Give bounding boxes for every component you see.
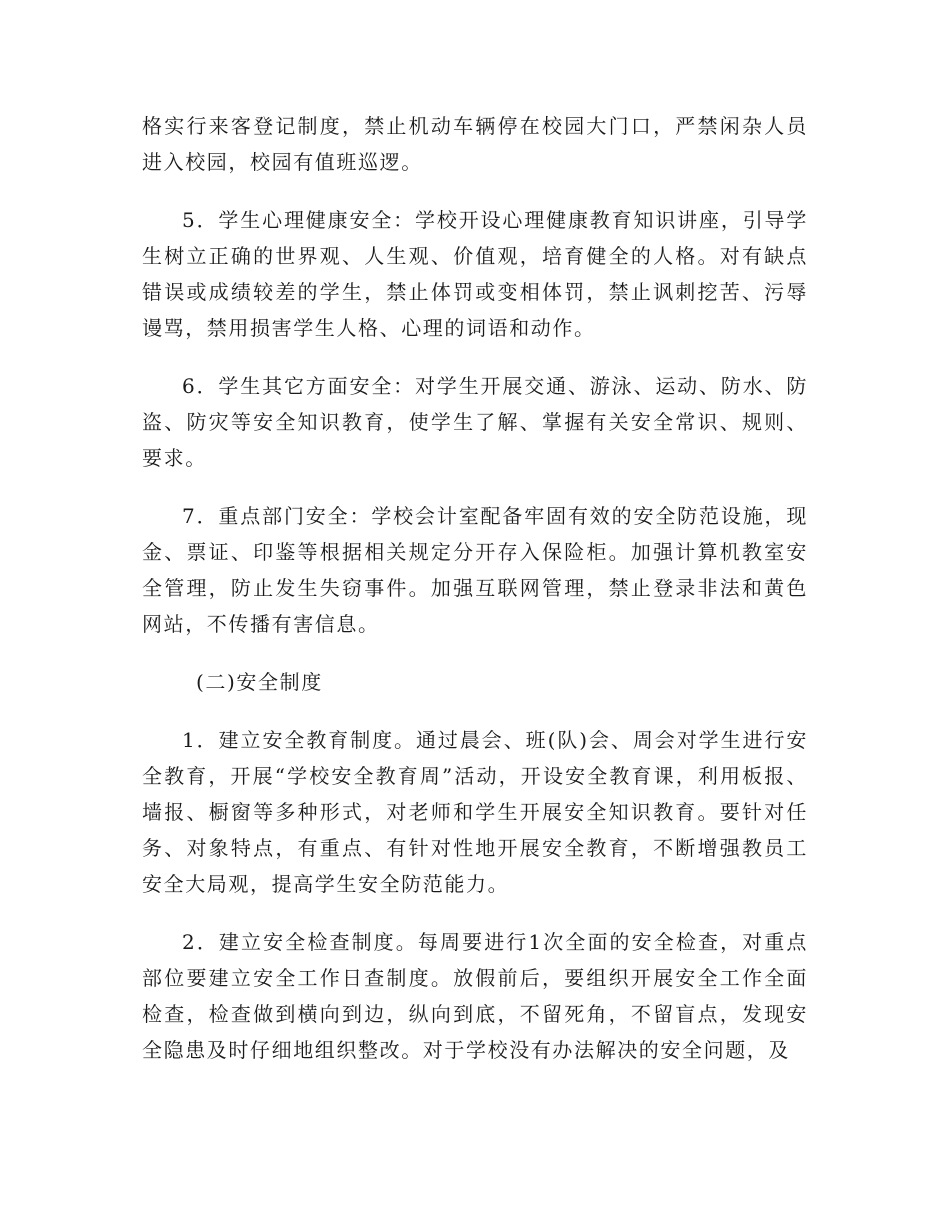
paragraph-item-5: 5．学生心理健康安全：学校开设心理健康教育知识讲座，引导学生树立正确的世界观、人生观、价值观，培育健全的人格。对有缺点错误或成绩较差的学生，禁止体罚或变相体罚，禁止讽刺挖苦、污辱谩骂，禁用损害学生人格、心理的词语和动作。 — [142, 208, 808, 340]
paragraph-item-7: 7．重点部门安全：学校会计室配备牢固有效的安全防范设施，现金、票证、印鉴等根据相关规定分开存入保险柜。加强计算机教室安全管理，防止发生失窃事件。加强互联网管理，禁止登录非法和黄色网站，不传播有害信息。 — [142, 504, 808, 636]
paragraph-continuation: 格实行来客登记制度，禁止机动车辆停在校园大门口，严禁闲杂人员进入校园，校园有值班巡逻。 — [142, 114, 808, 174]
paragraph-rule-2: 2．建立安全检查制度。每周要进行1次全面的安全检查，对重点部位要建立安全工作日查制度。放假前后，要组织开展安全工作全面检查，检查做到横向到边，纵向到底，不留死角，不留盲点，发现安全隐患及时仔细地组织整改。对于学校没有办法解决的安全问题，及 — [142, 930, 808, 1062]
paragraph-item-6: 6．学生其它方面安全：对学生开展交通、游泳、运动、防水、防盗、防灾等安全知识教育，使学生了解、掌握有关安全常识、规则、要求。 — [142, 374, 808, 470]
section-heading: (二)安全制度 — [196, 670, 323, 694]
paragraph-rule-1: 1．建立安全教育制度。通过晨会、班(队)会、周会对学生进行安全教育，开展“学校安全教育周”活动，开设安全教育课，利用板报、墙报、橱窗等多种形式，对老师和学生开展安全知识教育。要针对任务、对象特点，有重点、有针对性地开展安全教育，不断增强教员工安全大局观，提高学生安全防范能力。 — [142, 728, 808, 896]
document-body — [142, 108, 808, 1068]
